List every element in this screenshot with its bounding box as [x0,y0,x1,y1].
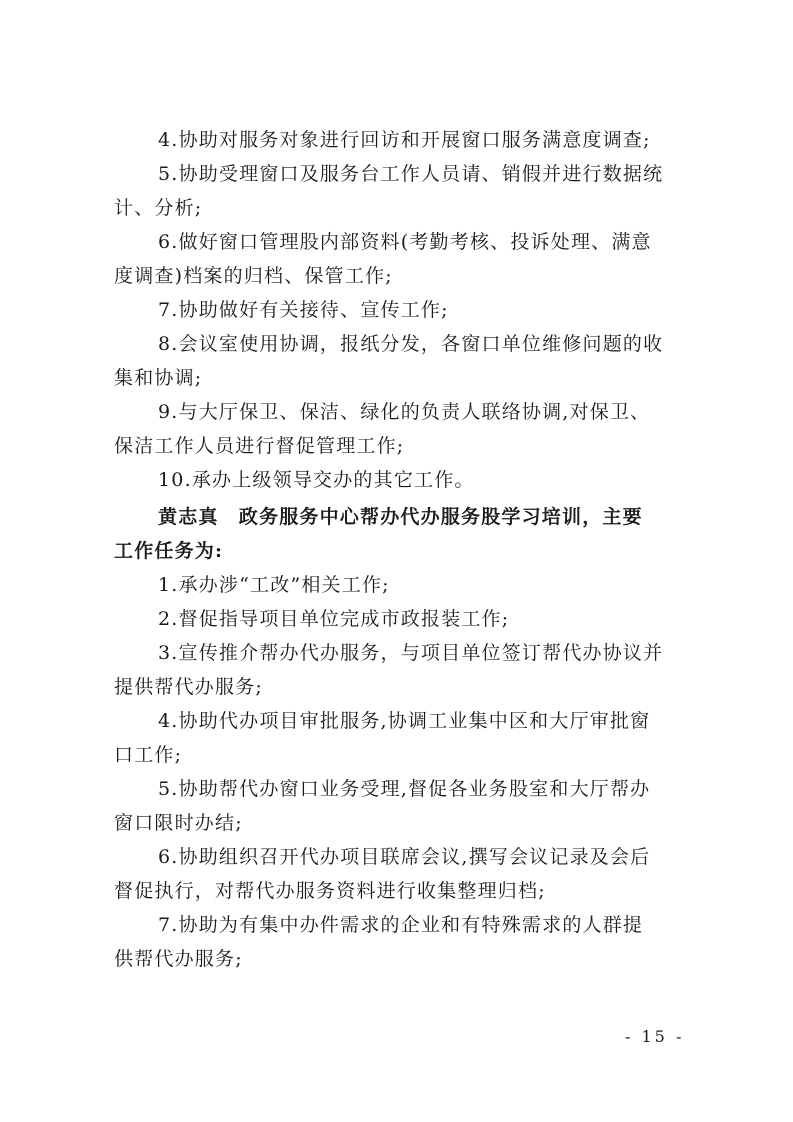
duty-item-6-cont: 度调查)档案的归档、保管工作; [114,265,393,287]
task-item-5: 5.协助帮代办窗口业务受理,督促各业务股室和大厅帮办 [158,778,651,800]
duty-item-7: 7.协助做好有关接待、宣传工作; [158,299,449,321]
page-number: - 15 - [625,1027,685,1046]
task-item-3-cont: 提供帮代办服务; [114,676,264,698]
task-item-4-cont: 口工作; [114,744,183,766]
duty-item-9: 9.与大厅保卫、保洁、绿化的负责人联络协调,对保卫、 [158,401,651,423]
task-item-3: 3.宣传推介帮办代办服务，与项目单位签订帮代办协议并 [158,642,664,664]
person-heading-cont: 工作任务为: [114,540,224,562]
duty-item-5-cont: 计、分析; [114,197,203,219]
task-item-5-cont: 窗口限时办结; [114,812,243,834]
task-item-6: 6.协助组织召开代办项目联席会议,撰写会议记录及会后 [158,846,651,868]
task-item-1: 1.承办涉“工改”相关工作; [158,574,390,596]
task-item-7-cont: 供帮代办服务; [114,948,243,970]
task-item-4: 4.协助代办项目审批服务,协调工业集中区和大厅审批窗 [158,710,651,732]
person-heading: 黄志真 政务服务中心帮办代办服务股学习培训，主要 [158,506,643,528]
duty-item-8-cont: 集和协调; [114,367,203,389]
duty-item-10: 10.承办上级领导交办的其它工作。 [158,469,475,491]
task-item-6-cont: 督促执行，对帮代办服务资料进行收集整理归档; [114,880,546,902]
duty-item-9-cont: 保洁工作人员进行督促管理工作; [114,435,405,457]
task-item-7: 7.协助为有集中办件需求的企业和有特殊需求的人群提 [158,914,644,936]
duty-item-5: 5.协助受理窗口及服务台工作人员请、销假并进行数据统 [158,163,664,185]
duty-item-8: 8.会议室使用协调，报纸分发，各窗口单位维修问题的收 [158,333,664,355]
duty-item-4: 4.协助对服务对象进行回访和开展窗口服务满意度调查; [158,129,651,151]
duty-item-6: 6.做好窗口管理股内部资料(考勤考核、投诉处理、满意 [158,231,652,253]
task-item-2: 2.督促指导项目单位完成市政报装工作; [158,608,510,630]
